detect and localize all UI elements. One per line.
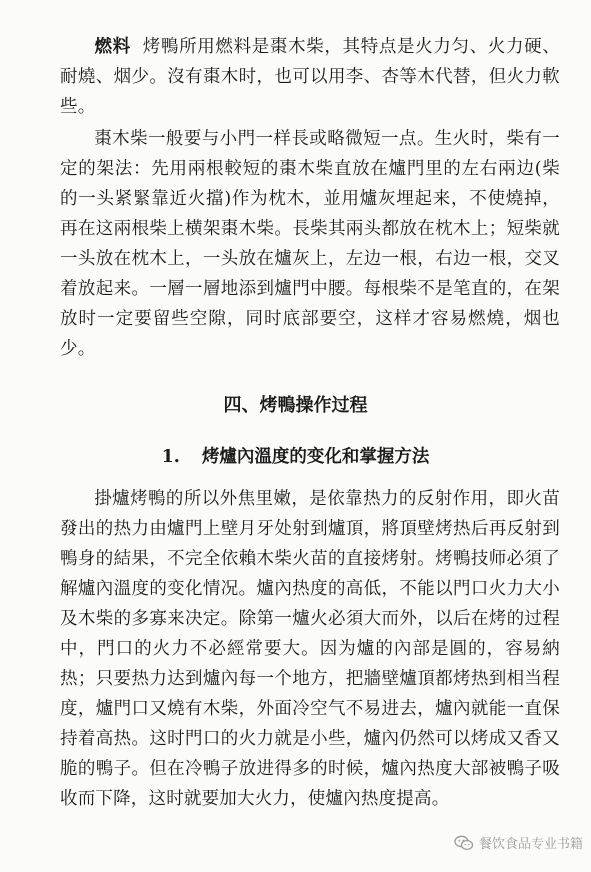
watermark bbox=[454, 833, 583, 852]
watermark-text: 餐饮食品专业书籍 bbox=[478, 837, 583, 852]
subsection-heading bbox=[0, 443, 591, 468]
fuel-paragraph bbox=[60, 32, 560, 122]
fuel-term: 燃料 bbox=[94, 37, 131, 57]
oven-temperature-paragraph bbox=[60, 484, 560, 814]
firewood-paragraph bbox=[60, 124, 560, 364]
wechat-icon bbox=[454, 835, 474, 851]
oven-temperature-paragraph-text: 掛爐烤鴨的所以外焦里嫩，是依靠热力的反射作用，即火苗發出的热力由爐門上壁月牙处射到爐頂，將頂壁烤热后再反射到鴨身的結果，不完全依賴木柴火苗的直接烤射。烤鴨技师必須了解爐內溫度的变化情况。爐內热度的高低，不能以門口火力大小及木柴的多寡来决定。除第一爐火必須大而外，以后在烤的过程中，門口的火力不必經常要大。因为爐的內部是圓的，容易納热；只要热力达到爐內每一个地方，把牆壁爐頂都烤热到相当程度，爐門口又燒有木柴，外面冷空气不易进去，爐內就能一直保持着高热。这时門口的火力就是小些，爐內仍然可以烤成又香又脆的鴨子。但在冷鴨子放进得多的时候，爐內热度大部被鴨子吸收而下降，这时就要加大火力，使爐內热度提高。 bbox=[60, 489, 560, 809]
section-heading: 四、烤鴨操作过程 bbox=[223, 395, 368, 416]
subsection-number: 1. bbox=[161, 447, 180, 467]
fuel-paragraph-text: 烤鴨所用燃料是棗木柴，其特点是火力匀、火力硬、耐燒、烟少。沒有棗木时，也可以用李、杏等木代替，但火力軟些。 bbox=[60, 37, 560, 117]
subsection-title: 烤爐內溫度的变化和掌握方法 bbox=[201, 447, 430, 467]
firewood-paragraph-text: 棗木柴一般要与小門一样長或略微短一点。生火时，柴有一定的架法：先用兩根較短的棗木柴直放在爐門里的左右兩边(柴的一头紧緊靠近火擋)作为枕木，並用爐灰埋起来，不使燒掉，再在这兩根柴上横架棗木柴。長柴其兩头都放在枕木上；短柴就一头放在枕木上，一头放在爐灰上，左边一根，右边一根，交叉着放起来。一層一層地添到爐門中腰。每根柴不是笔直的，在架放时一定要留些空隙，同时底部要空，这样才容易燃燒，烟也少。 bbox=[60, 129, 560, 359]
